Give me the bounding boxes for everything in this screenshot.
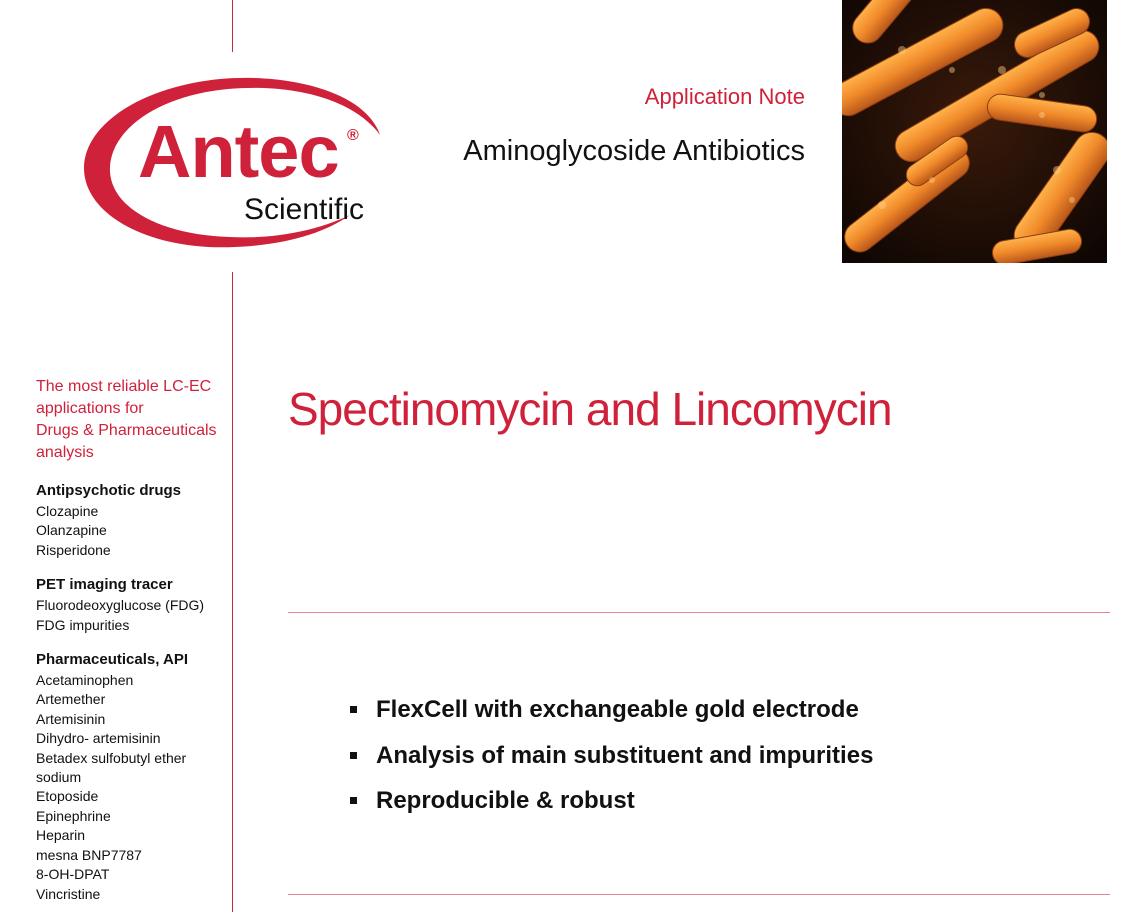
group-pet-imaging-tracer [36,574,228,635]
divider [288,612,1110,613]
list-item: Etoposide [36,788,99,805]
list-item: Artemether [36,691,106,708]
application-sidebar [36,376,228,918]
feature-list [350,692,873,829]
list-item: Betadex sulfobutyl ether [36,749,187,766]
divider [288,894,1110,895]
feature-bullet: FlexCell with exchangeable gold electrode [350,692,873,738]
logo-wordmark: Antec [138,110,339,193]
page-title: Spectinomycin and Lincomycin [288,383,892,435]
list-item: 8-OH-DPAT [36,866,110,883]
antec-scientific-logo [80,75,390,250]
list-item: Risperidone [36,541,111,558]
list-item: Fluorodeoxyglucose (FDG) [36,597,205,614]
list-item: Vincristine [36,885,101,902]
list-item: Artemisinin [36,710,106,727]
sidebar-divider [232,272,233,912]
tagline-line: analysis [36,444,94,461]
sidebar-divider-top [232,0,233,52]
list-item: Heparin [36,827,86,844]
group-title: PET imaging tracer [36,576,173,594]
group-title: Antipsychotic drugs [36,482,182,499]
feature-bullet: Analysis of main substituent and impurities [350,738,873,784]
registered-mark: ® [347,127,359,144]
list-item: Dihydro- artemisinin [36,730,161,747]
list-item: Acetaminophen [36,672,134,689]
bacteria-image [842,0,1107,263]
list-item: Epinephrine [36,807,111,824]
tagline-line: Drugs & Pharmaceuticals [36,422,217,439]
sidebar-tagline [36,376,228,464]
list-item: Olanzapine [36,522,107,539]
list-item: sodium [36,769,82,786]
document-topic: Aminoglycoside Antibiotics [463,135,805,167]
group-antipsychotic-drugs [36,480,228,560]
feature-bullet: Reproducible & robust [350,783,873,829]
tagline-line: The most reliable LC-EC [36,378,212,395]
list-item: FDG impurities [36,616,130,633]
group-pharmaceuticals-api [36,649,228,904]
logo-subtitle: Scientific [244,193,365,226]
list-item: mesna BNP7787 [36,846,142,863]
tagline-line: applications for [36,400,144,417]
group-title: Pharmaceuticals, API [36,651,189,669]
document-kicker: Application Note [644,84,805,109]
list-item: Clozapine [36,503,99,519]
